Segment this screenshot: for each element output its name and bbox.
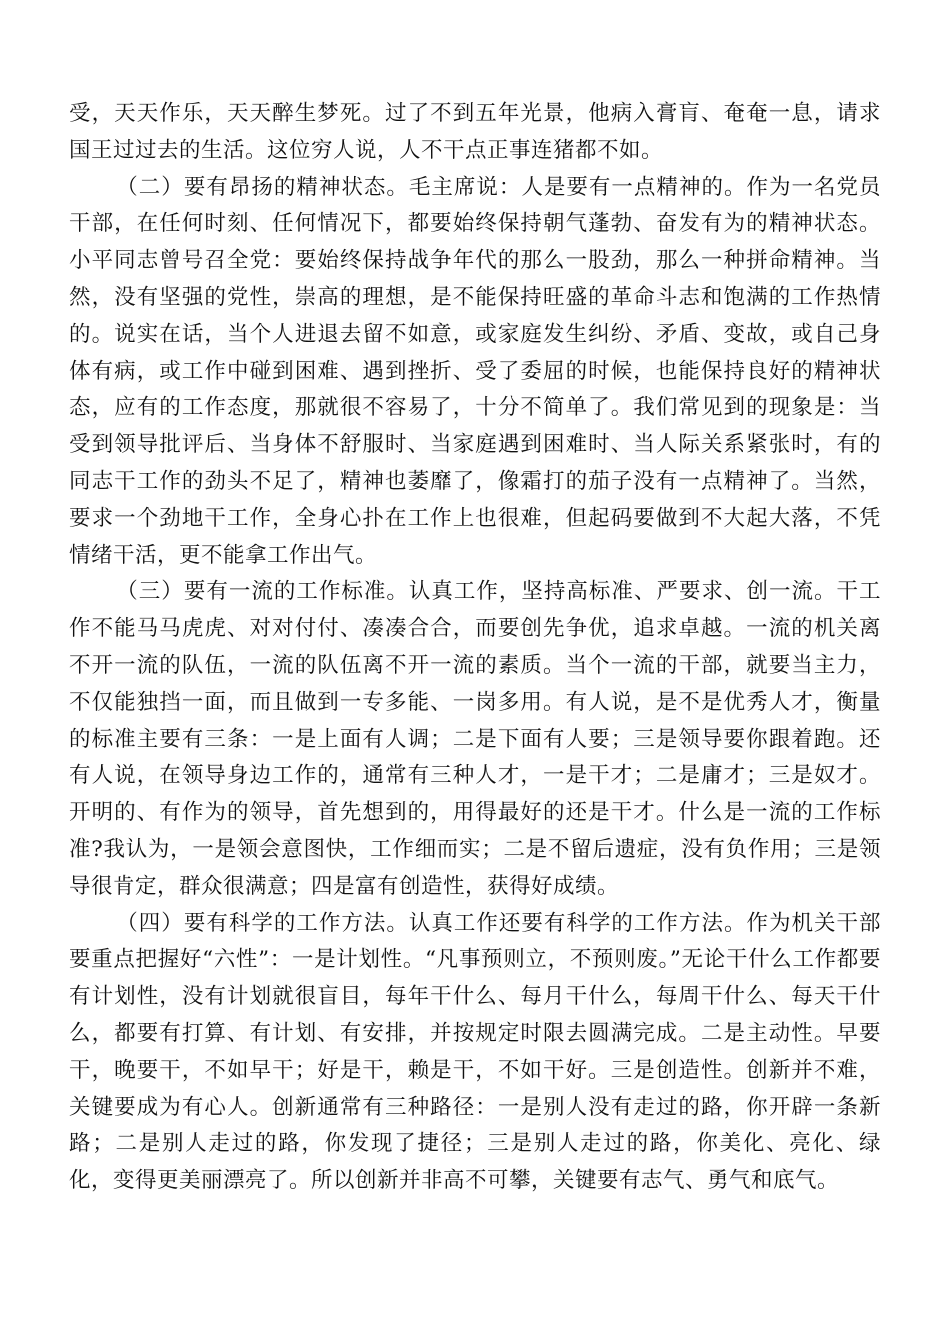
- paragraph-work-method: （四）要有科学的工作方法。认真工作还要有科学的工作方法。作为机关干部要重点把握好“六性”：一是计划性。“凡事预则立，不预则废。”无论干什么工作都要有计划性，没有计划就很盲目，每年干什么、每月干什么，每周干什么、每天干什么，都要有打算、有计划、有安排，并按规定时限去圆满完成。二是主动性。早要干，晚要干，不如早干；好是干，赖是干，不如干好。三是创造性。创新并不难，关键要成为有心人。创新通常有三种路径：一是别人没有走过的路，你开辟一条新路；二是别人走过的路，你发现了捷径；三是别人走过的路，你美化、亮化、绿化，变得更美丽漂亮了。所以创新并非高不可攀，关键要有志气、勇气和底气。: [69, 910, 881, 1194]
- document-page: [69, 96, 881, 1200]
- paragraph-work-standard: （三）要有一流的工作标准。认真工作，坚持高标准、严要求、创一流。干工作不能马马虎虎、对对付付、凑凑合合，而要创先争优，追求卓越。一流的机关离不开一流的队伍，一流的队伍离不开一流的素质。当个一流的干部，就要当主力，不仅能独挡一面，而且做到一专多能、一岗多用。有人说，是不是优秀人才，衡量的标准主要有三条：一是上面有人调；二是下面有人要；三是领导要你跟着跑。还有人说，在领导身边工作的，通常有三种人才，一是干才；二是庸才；三是奴才。开明的、有作为的领导，首先想到的，用得最好的还是干才。什么是一流的工作标准?我认为，一是领会意图快，工作细而实；二是不留后遗症，没有负作用；三是领导很肯定，群众很满意；四是富有创造性，获得好成绩。: [69, 579, 881, 899]
- paragraph-spirit-state: （二）要有昂扬的精神状态。毛主席说：人是要有一点精神的。作为一名党员干部，在任何时刻、任何情况下，都要始终保持朝气蓬勃、奋发有为的精神状态。小平同志曾号召全党：要始终保持战争年代的那么一股劲，那么一种拼命精神。当然，没有坚强的党性，崇高的理想，是不能保持旺盛的革命斗志和饱满的工作热情的。说实在话，当个人进退去留不如意，或家庭发生纠纷、矛盾、变故，或自己身体有病，或工作中碰到困难、遇到挫折、受了委屈的时候，也能保持良好的精神状态，应有的工作态度，那就很不容易了，十分不简单了。我们常见到的现象是：当受到领导批评后、当身体不舒服时、当家庭遇到困难时、当人际关系紧张时，有的同志干工作的劲头不足了，精神也萎靡了，像霜打的茄子没有一点精神了。当然，要求一个劲地干工作，全身心扑在工作上也很难，但起码要做到不大起大落，不凭情绪干活，更不能拿工作出气。: [69, 174, 881, 568]
- paragraph-continuation: 受，天天作乐，天天醉生梦死。过了不到五年光景，他病入膏肓、奄奄一息，请求国王过过去的生活。这位穷人说，人不干点正事连猪都不如。: [69, 101, 881, 163]
